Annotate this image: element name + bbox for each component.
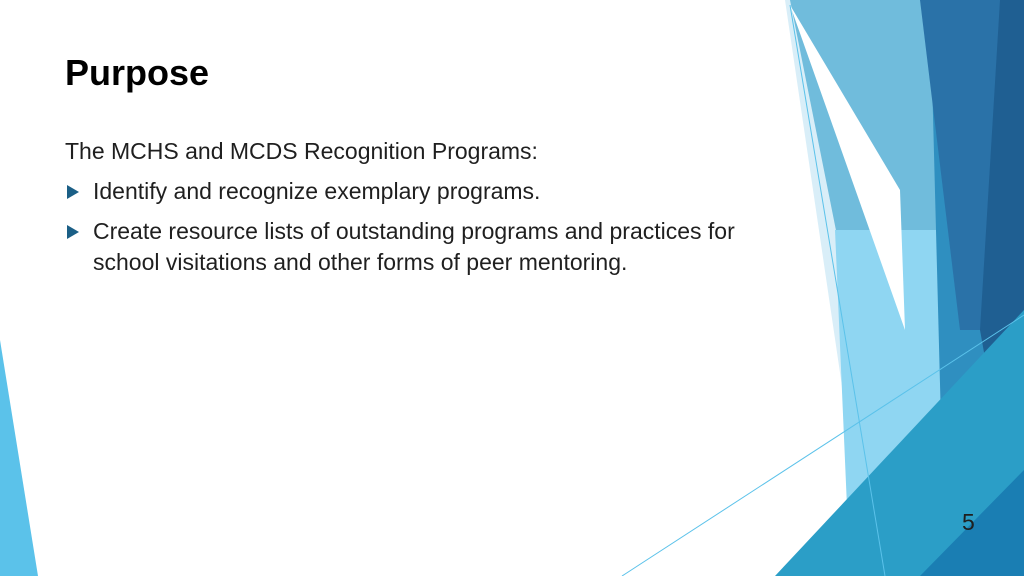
bullet-list [65, 176, 785, 287]
bullet-item [65, 216, 785, 278]
bullet-item [65, 176, 785, 207]
left-edge-accent-shape [0, 340, 38, 576]
bullet-arrow-icon [67, 225, 79, 239]
bullet-text: Create resource lists of outstanding programs and practices for school visitations and other forms of peer mentoring. [93, 218, 735, 275]
page-number: 5 [962, 509, 975, 535]
slide-title: Purpose [65, 52, 210, 93]
bullet-arrow-icon [67, 185, 79, 199]
bullet-text: Identify and recognize exemplary programs. [93, 178, 541, 204]
intro-text: The MCHS and MCDS Recognition Programs: [65, 138, 538, 164]
